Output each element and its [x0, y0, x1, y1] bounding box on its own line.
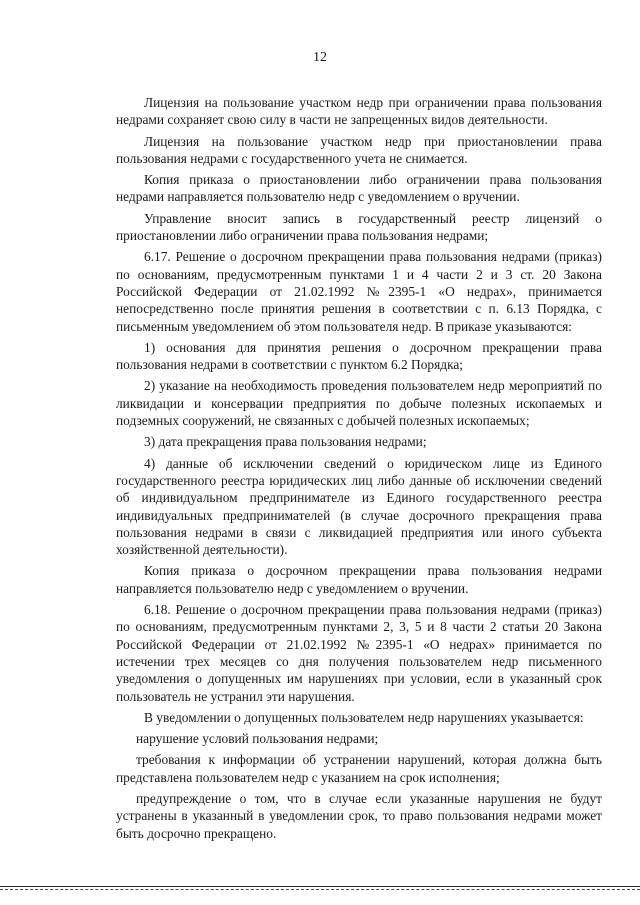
page-bottom-divider — [0, 886, 640, 887]
list-item: предупреждение о том, что в случае если указанные нарушения не будут устранены в указанный в уведомлении срок, то право пользования недрами может быть досрочно прекращено. — [116, 790, 602, 841]
list-item: 3) дата прекращения права пользования недрами; — [144, 434, 427, 450]
list-item: требования к информации об устранении нарушений, которая должна быть представлена пользователем недр с указанием на срок исполнения; — [116, 752, 602, 785]
paragraph: Управление вносит запись в государственный реестр лицензий о приостановлении либо ограничении права пользования недрами; — [116, 210, 602, 244]
document-body — [116, 94, 602, 846]
paragraph: Лицензия на пользование участком недр при ограничении права пользования недрами сохраняет свою силу в части не запрещенных видов деятельности. — [116, 95, 602, 128]
page-bottom-divider — [0, 889, 640, 890]
paragraph: Копия приказа о досрочном прекращении права пользования недрами направляется пользователю недр с уведомлением о вручении. — [116, 563, 602, 596]
list-item: 4) данные об исключении сведений о юридическом лице из Единого государственного реестра юридических лиц либо данные об исключении сведений об индивидуальном предпринимателе из Единого государственного реестра индивидуальных предпринимателей (в случае досрочного прекращения права пользования недрами в связи с ликвидацией предприятия или иного субъекта хозяйственной деятельности). — [116, 455, 602, 558]
list-item: 1) основания для принятия решения о досрочном прекращении права пользования недрами в соответствии с пунктом 6.2 Порядка; — [116, 339, 602, 373]
paragraph: В уведомлении о допущенных пользователем недр нарушениях указывается: — [144, 709, 584, 725]
paragraph: Копия приказа о приостановлении либо ограничении права пользования недрами направляется пользователю недр с уведомлением о вручении. — [116, 172, 602, 205]
section-6-18: 6.18. Решение о досрочном прекращении права пользования недрами (приказ) по основаниям, предусмотренным пунктами 2, 3, 5 и 8 части 2 статьи 20 Закона Российской Федерации от 21.02.1992 №2395-1 «О недрах» принимается по истечении трех месяцев со дня получения пользователем недр письменного уведомления о допущенных им нарушениях при условии, если в указанный срок пользователь не устранил эти нарушения. — [116, 602, 602, 704]
paragraph: Лицензия на пользование участком недр при приостановлении права пользования недрами с государственного учета не снимается. — [116, 133, 602, 166]
list-item: 2) указание на необходимость проведения пользователем недр мероприятий по ликвидации и консервации предприятия по добыче полезных ископаемых и подземных сооружений, не связанных с добычей полезных ископаемых; — [116, 378, 602, 429]
page-number: 12 — [313, 50, 327, 65]
list-item: нарушение условий пользования недрами; — [136, 731, 379, 747]
section-6-17: 6.17. Решение о досрочном прекращении права пользования недрами (приказ) по основаниям, предусмотренным пунктами 1 и 4 части 2 и 3 ст. 20 Закона Российской Федерации от 21.02.1992 №2395-1 «О недрах», принимается непосредственно после принятия решения в соответствии с п. 6.13 Порядка, с письменным уведомлением об этом пользователя недр. В приказе указываются: — [116, 249, 602, 334]
